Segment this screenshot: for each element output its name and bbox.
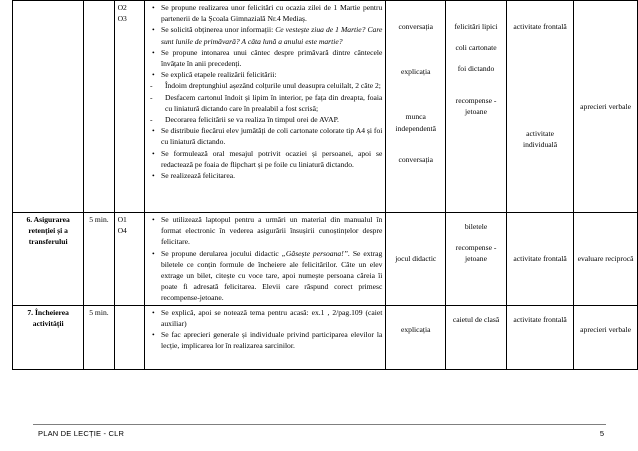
objectives-cell (114, 213, 144, 306)
organization: activitate frontală (513, 22, 567, 31)
method: conversația (398, 154, 434, 164)
list-item: • Se solicită obținerea unor informații: Ce vestește ziua de 1 Martie? Care sunt lunile de primăvară? A câta lună a anului este martie? (148, 24, 382, 46)
list-item: - Desfacem cartonul îndoit și lipim în interior, pe fața din dreapta, foaia cu liniatură dictando care în prealabil a fost scrisă; (148, 92, 382, 114)
methods-cell (386, 1, 446, 213)
evaluation-cell (574, 213, 638, 306)
resource: recompense - jetoane (455, 243, 497, 264)
organization: activitate frontală (513, 314, 567, 324)
time-cell (84, 1, 114, 213)
list-item: • Se propune intonarea unui cântec despre primăvară dintre cântecele învățate în anii precedenți. (148, 47, 382, 69)
method: munca independentă (395, 112, 436, 133)
list-item: - Decorarea felicitării se va realiza în timpul orei de AVAP. (148, 114, 382, 125)
list-item: • Se realizează felicitarea. (148, 170, 382, 181)
resource: felicitări lipici (454, 22, 498, 31)
evaluation-cell (574, 1, 638, 213)
method: jocul didactic (395, 254, 437, 264)
objective: O2 (117, 3, 127, 12)
stage-cell (13, 1, 84, 213)
page-number: 5 (599, 429, 604, 438)
objective: O4 (117, 226, 127, 236)
activities-cell (144, 305, 385, 369)
resource: caietul de clasă (452, 314, 500, 324)
methods-cell (386, 305, 446, 369)
organization-cell (506, 305, 573, 369)
evaluation-cell (574, 305, 638, 369)
organization: activitate frontală (513, 254, 567, 264)
evaluation: aprecieri verbale (580, 324, 631, 334)
list-item: - Îndoim dreptunghiul așezând colțurile unul deasupra celuilalt, 2 câte 2; (148, 80, 382, 91)
objectives-cell (114, 305, 144, 369)
stage-cell: 7. Încheierea activității (13, 305, 84, 369)
evaluation: aprecieri verbale (580, 101, 631, 111)
list-item: • Se explică etapele realizării felicitării: (148, 69, 382, 80)
organization: activitate individuală (522, 129, 558, 150)
resources-cell (446, 1, 507, 213)
organization-cell (506, 1, 573, 213)
resources-cell (446, 213, 507, 306)
list-item: • Se formulează oral mesajul potrivit ocaziei și persoanei, apoi se redactează pe foaia de flipchart și pe foile cu liniatură dictando. (148, 148, 382, 170)
activities-cell (144, 213, 385, 306)
organization-cell (506, 213, 573, 306)
evaluation: evaluare reciprocă (577, 254, 634, 264)
list-item: • Se fac aprecieri generale și individuale privind participarea elevilor la lecție, implicarea lor în realizarea sarcinilor. (148, 329, 382, 351)
lesson-plan-table (12, 0, 638, 370)
table-row (13, 305, 638, 369)
resource: biletele (464, 222, 488, 231)
objective: O1 (117, 215, 127, 224)
resource: recompense - jetoane (455, 95, 497, 116)
list-item: • Se propune realizarea unor felicitări cu ocazia zilei de 1 Martie pentru partenerii de la Școala Gimnazială Nr.4 Mediaș. (148, 2, 382, 24)
time-cell: 5 min. (84, 305, 114, 369)
page-footer (33, 424, 606, 445)
method: conversația (398, 22, 434, 31)
resource: coli cartonate (455, 43, 497, 53)
list-item: • Se propune derularea jocului didactic „Găsește persoana!”. Se extrag biletele ce conțin formule de încheiere ale felicitărilor. Câte un elev extrage un bilet, citește cu voce tare, apoi numește persoana căreia îi poate fi adresată felicitarea. Elevii care răspund corect primesc recompense-jetoane. (148, 248, 382, 304)
method: explicația (400, 324, 431, 334)
objectives-cell (114, 1, 144, 213)
time-cell: 5 min. (84, 213, 114, 306)
list-item: • Se distribuie fiecărui elev jumătăți de coli cartonate colorate tip A4 și foi cu liniatură dictando. (148, 125, 382, 147)
activities-cell (144, 1, 385, 213)
table-row (13, 213, 638, 306)
objective: O3 (117, 14, 127, 24)
resource: foi dictando (457, 64, 495, 74)
stage-cell: 6. Asigurarea retenției și a transferului (13, 213, 84, 306)
method: explicația (400, 67, 431, 77)
list-item: • Se explică, apoi se notează tema pentru acasă: ex.1 , 2/pag.109 (caiet auxiliar) (148, 307, 382, 329)
methods-cell (386, 213, 446, 306)
resources-cell (446, 305, 507, 369)
footer-title: PLAN DE LECȚIE - CLR (38, 429, 125, 438)
list-item: • Se utilizează laptopul pentru a urmări un material din manualul în format electronic în vederea asigurării însușirii cunoștințelor despre felicitare. (148, 214, 382, 248)
table-row (13, 1, 638, 213)
